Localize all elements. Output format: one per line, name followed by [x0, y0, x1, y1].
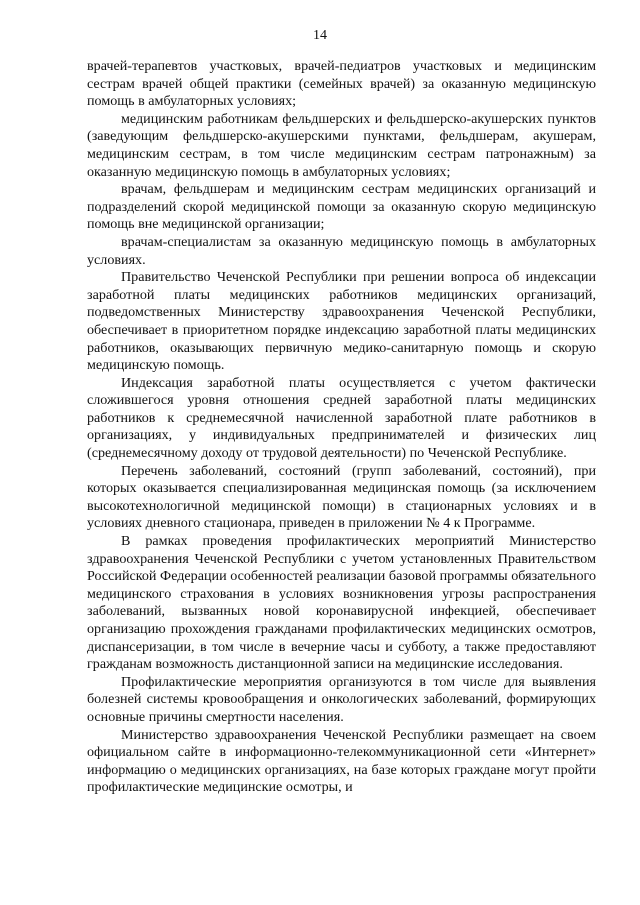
- paragraph-4: врачам-специалистам за оказанную медицинскую помощь в амбулаторных условиях.: [87, 233, 596, 268]
- paragraph-2: медицинским работникам фельдшерских и фельдшерско-акушерских пунктов (заведующим фельдшерско-акушерскими пунктами, фельдшерам, акушерам, медицинским сестрам, в том числе медицинским сестрам патронажным) за оказанную медицинскую помощь в амбулаторных условиях;: [87, 110, 596, 180]
- paragraph-9: Профилактические мероприятия организуются в том числе для выявления болезней системы кровообращения и онкологических заболеваний, формирующих основные причины смертности населения.: [87, 673, 596, 725]
- paragraph-8: В рамках проведения профилактических мероприятий Министерство здравоохранения Чеченской Республики с учетом установленных Правительством Российской Федерации особенностей реализации базовой программы обязательного медицинского страхования в условиях возникновения угрозы распространения заболеваний, вызванных новой коронавирусной инфекцией, обеспечивает организацию прохождения гражданами профилактических медицинских осмотров, диспансеризации, в том числе в вечерние часы и субботу, а также предоставляют гражданам возможность дистанционной записи на медицинские исследования.: [87, 533, 596, 673]
- page-number: 14: [313, 28, 327, 43]
- paragraph-3: врачам, фельдшерам и медицинским сестрам медицинских организаций и подразделений скорой медицинской помощи за оказанную скорую медицинскую помощь вне медицинской организации;: [87, 181, 596, 233]
- paragraph-1: врачей-терапевтов участковых, врачей-педиатров участковых и медицинским сестрам врачей общей практики (семейных врачей) за оказанную медицинскую помощь в амбулаторных условиях;: [87, 58, 596, 110]
- document-body: [87, 58, 596, 797]
- paragraph-5: Правительство Чеченской Республики при решении вопроса об индексации заработной платы медицинских работников медицинских организаций, подведомственных Министерству здравоохранения Чеченской Республики, обеспечивает в приоритетном порядке индексацию заработной платы медицинских работников, оказывающих первичную медико-санитарную помощь и скорую медицинскую помощь.: [87, 269, 596, 374]
- paragraph-7: Перечень заболеваний, состояний (групп заболеваний, состояний), при которых оказывается специализированная медицинская помощь (за исключением высокотехнологичной медицинской помощи) в стационарных условиях и в условиях дневного стационара, приведен в приложении № 4 к Программе.: [87, 462, 596, 532]
- paragraph-10: Министерство здравоохранения Чеченской Республики размещает на своем официальном сайте в информационно-телекоммуникационной сети «Интернет» информацию о медицинских организациях, на базе которых граждане могут пройти профилактические медицинские осмотры, и: [87, 726, 596, 796]
- paragraph-6: Индексация заработной платы осуществляется с учетом фактически сложившегося уровня отношения средней заработной платы медицинских работников к среднемесячной начисленной заработной плате работников в организациях, у индивидуальных предпринимателей и физических лиц (среднемесячному доходу от трудовой деятельности) по Чеченской Республике.: [87, 374, 596, 462]
